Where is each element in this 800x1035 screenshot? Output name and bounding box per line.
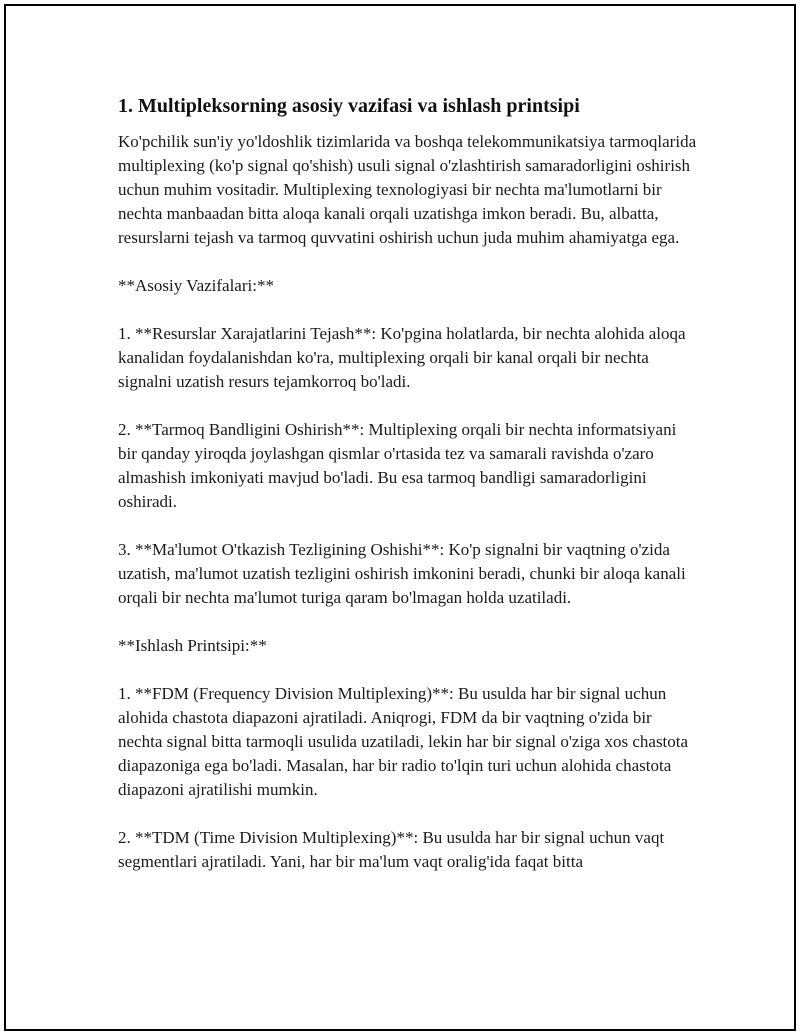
intro-paragraph: Ko'pchilik sun'iy yo'ldoshlik tizimlarida va boshqa telekommunikatsiya tarmoqlarida multiplexing (ko'p signal qo'shish) usuli signal o'zlashtirish samaradorligini oshirish uchun muhim vositadir. Multiplexing texnologiyasi bir nechta ma'lumotlarni bir nechta manbaadan bitta aloqa kanali orqali uzatishga imkon beradi. Bu, albatta, resurslarni tejash va tarmoq quvvatini oshirish uchun juda muhim ahamiyatga ega. (118, 132, 697, 247)
document-title: 1. Multipleksorning asosiy vazifasi va ishlash printsipi (118, 95, 580, 117)
section-heading-main-tasks: **Asosiy Vazifalari:** (118, 276, 274, 295)
task-item-network-bandwidth: 2. **Tarmoq Bandligini Oshirish**: Multiplexing orqali bir nechta informatsiyani bir qanday yiroqda joylashgan qismlar o'rtasida tez va samarali ravishda o'zaro almashish imkoniyati mavjud bo'ladi. Bu esa tarmoq bandligi samaradorligini oshiradi. (118, 420, 677, 511)
section-heading-working-principle: **Ishlash Printsipi:** (118, 636, 267, 655)
principle-item-fdm: 1. **FDM (Frequency Division Multiplexing)**: Bu usulda har bir signal uchun alohida chastota diapazoni ajratiladi. Aniqrogi, FDM da bir vaqtning o'zida bir nechta signal bitta tarmoqli usulida uzatiladi, lekin har bir signal o'ziga xos chastota diapazoniga ega bo'ladi. Masalan, har bir radio to'lqin turi uchun alohida chastota diapazoni ajratilishi mumkin. (118, 684, 689, 799)
task-item-transfer-speed: 3. **Ma'lumot O'tkazish Tezligining Oshishi**: Ko'p signalni bir vaqtning o'zida uzatish, ma'lumot uzatish tezligini oshirish imkonini beradi, chunki bir aloqa kanali orqali bir nechta ma'lumot turiga qaram bo'lmagan holda uzatiladi. (118, 540, 686, 607)
principle-item-tdm: 2. **TDM (Time Division Multiplexing)**: Bu usulda har bir signal uchun vaqt segmentlari ajratiladi. Yani, har bir ma'lum vaqt oralig'ida faqat bitta (118, 828, 665, 871)
document-body (118, 92, 698, 898)
task-item-resource-saving: 1. **Resurslar Xarajatlarini Tejash**: Ko'pgina holatlarda, bir nechta alohida aloqa kanalidan foydalanishdan ko'ra, multiplexing orqali bir kanal orqali bir nechta signalni uzatish resurs tejamkorroq bo'ladi. (118, 324, 686, 391)
